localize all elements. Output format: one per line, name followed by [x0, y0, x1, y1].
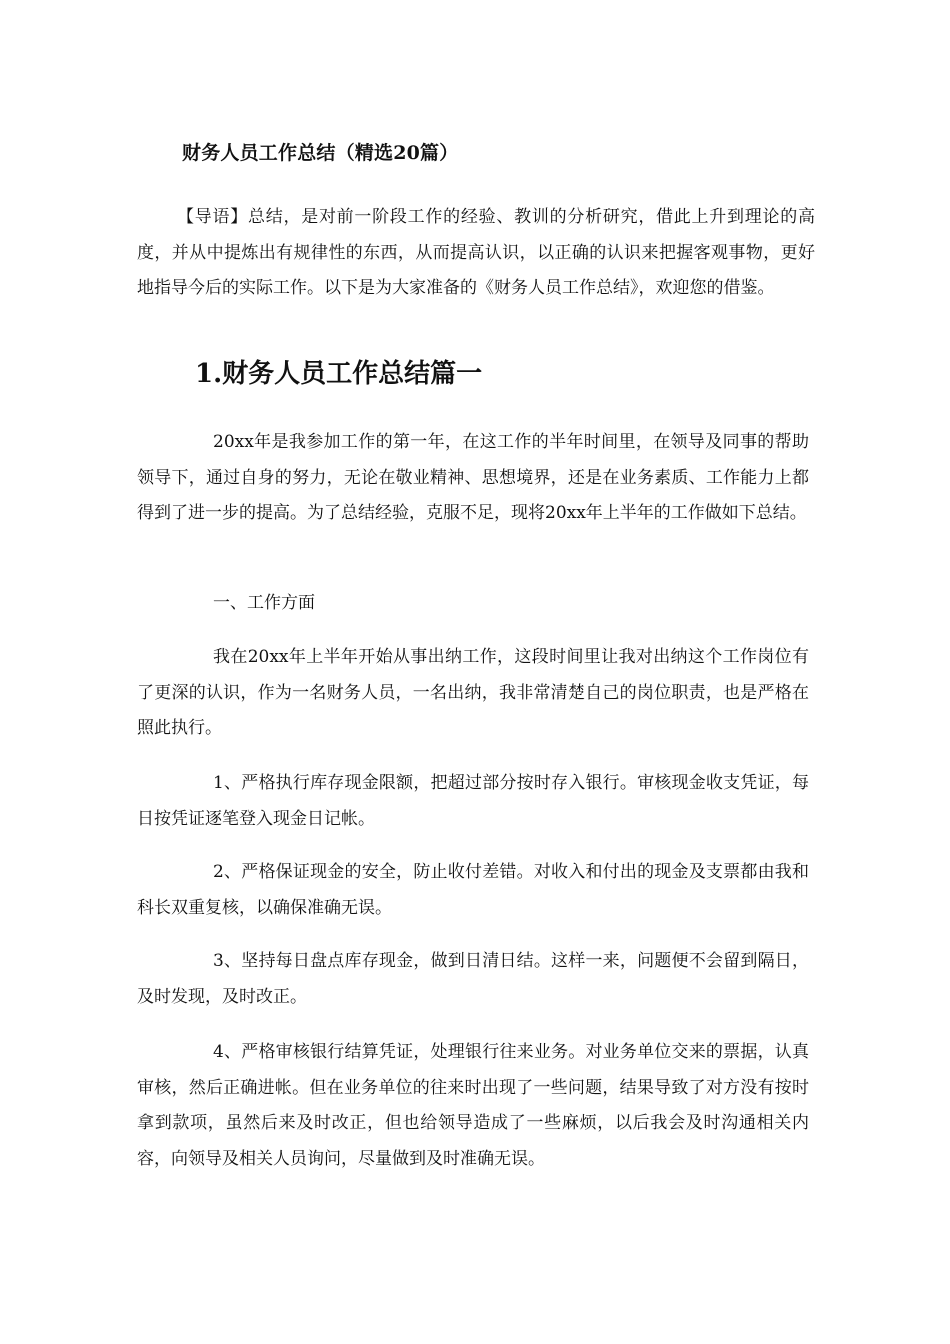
body-paragraph-intro: 20xx年是我参加工作的第一年，在这工作的半年时间里，在领导及同事的帮助领导下，通过自身的努力，无论在敬业精神、思想境界，还是在业务素质、工作能力上都得到了进一步的提高。为了总结经验，克服不足，现将20xx年上半年的工作做如下总结。: [137, 432, 809, 523]
section-heading: 1.财务人员工作总结篇一: [195, 359, 483, 389]
list-item-2: 2、严格保证现金的安全，防止收付差错。对收入和付出的现金及支票都由我和科长双重复核，以确保准确无误。: [137, 862, 809, 918]
subsection-heading-work: 一、工作方面: [213, 593, 315, 613]
body-paragraph-cashier: 我在20xx年上半年开始从事出纳工作，这段时间里让我对出纳这个工作岗位有了更深的认识，作为一名财务人员，一名出纳，我非常清楚自己的岗位职责，也是严格在照此执行。: [137, 647, 809, 738]
document-title: 财务人员工作总结（精选20篇）: [182, 142, 459, 164]
list-item-1: 1、严格执行库存现金限额，把超过部分按时存入银行。审核现金收支凭证，每日按凭证逐笔登入现金日记帐。: [137, 773, 809, 829]
lead-paragraph: 【导语】总结，是对前一阶段工作的经验、教训的分析研究，借此上升到理论的高度，并从中提炼出有规律性的东西，从而提高认识，以正确的认识来把握客观事物，更好地指导今后的实际工作。以下是为大家准备的《财务人员工作总结》，欢迎您的借鉴。: [137, 207, 815, 298]
list-item-3: 3、坚持每日盘点库存现金，做到日清日结。这样一来，问题便不会留到隔日，及时发现，及时改正。: [137, 951, 809, 1007]
list-item-4: 4、严格审核银行结算凭证，处理银行往来业务。对业务单位交来的票据，认真审核，然后正确进帐。但在业务单位的往来时出现了一些问题，结果导致了对方没有按时拿到款项，虽然后来及时改正，但也给领导造成了一些麻烦，以后我会及时沟通相关内容，向领导及相关人员询问，尽量做到及时准确无误。: [137, 1042, 809, 1169]
